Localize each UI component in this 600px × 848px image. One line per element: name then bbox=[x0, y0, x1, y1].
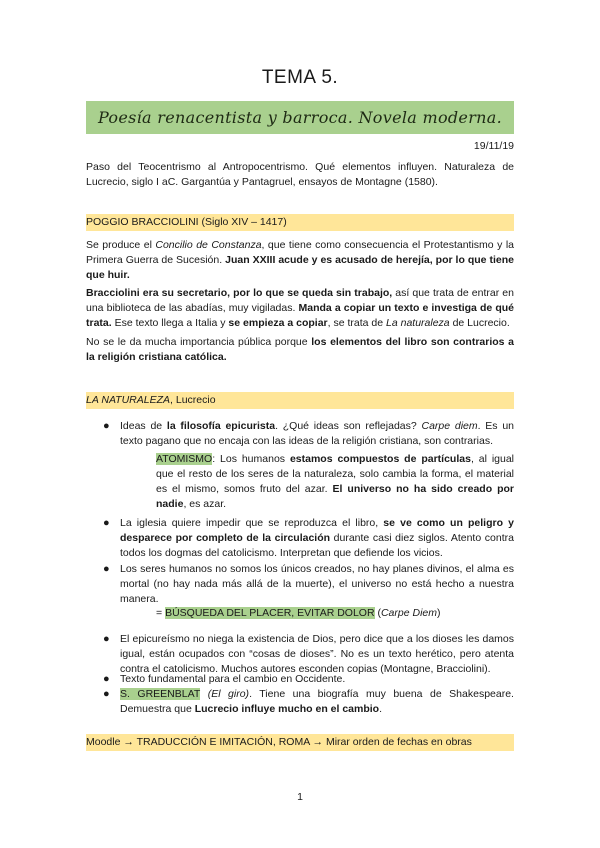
paragraph-importancia: No se le da mucha importancia pública porque los elementos del libro son contrarios a la religión cristiana católica. bbox=[86, 336, 514, 363]
bullet-icon: ● bbox=[103, 517, 110, 529]
list-item: ● La iglesia quiere impedir que se reproduzca el libro, se ve como un peligro y desparece por completo de la circulación durante casi diez siglos. Atento contra todos los dogmas del catolicismo. Interpretan que defiende los vicios. bbox=[103, 517, 514, 559]
list-item: ● S. GREENBLAT (El giro). Tiene una biografía muy buena de Shakespeare. Demuestra que Lucrecio influye mucho en el cambio. bbox=[103, 688, 514, 715]
page-title: TEMA 5. bbox=[261, 67, 339, 88]
placer-equation: = BÚSQUEDA DEL PLACER, EVITAR DOLOR (Carpe Diem) bbox=[156, 607, 441, 619]
atomismo-note: ATOMISMO: Los humanos estamos compuestos de partículas, al igual que el resto de los seres de la naturaleza, solo cambia la forma, el material es el mismo, somos fruto del azar. El universo no ha sido creado por nadie, es azar. bbox=[156, 453, 515, 510]
intro-paragraph: Paso del Teocentrismo al Antropocentrismo. Qué elementos influyen. Naturaleza de Lucrecio, siglo I aC. Gargantúa y Pantagruel, ensayos de Montagne (1580). bbox=[86, 161, 514, 188]
title-banner bbox=[86, 101, 514, 134]
date: 19/11/19 bbox=[473, 140, 514, 152]
list-item: ● Ideas de la filosofía epicurista. ¿Qué ideas son reflejadas? Carpe diem. Es un texto pagano que no encaja con las ideas de la religión cristiana, son contrarias. bbox=[103, 420, 514, 447]
page-number: 1 bbox=[297, 791, 303, 803]
section-heading-bracciolini: POGGIO BRACCIOLINI (Siglo XIV – 1417) bbox=[86, 214, 514, 231]
bullet-icon: ● bbox=[103, 420, 110, 432]
banner-text: Poesía renacentista y barroca. Novela moderna. bbox=[98, 108, 502, 127]
bullet-icon: ● bbox=[103, 633, 110, 645]
bullet-icon: ● bbox=[103, 688, 110, 700]
section-heading-naturaleza: LA NATURALEZA, Lucrecio bbox=[86, 392, 514, 409]
list-item: ● El epicureísmo no niega la existencia de Dios, pero dice que a los dioses les damos igual, están ocupados con “cosas de dioses”. No es un texto herético, pero atenta contra el catolicismo. Muchos autores esconden copias (Montagne, Bracciolini). bbox=[103, 633, 514, 675]
paragraph-bracciolini: Bracciolini era su secretario, por lo que se queda sin trabajo, así que trata de entrar en una biblioteca de las abadías, muy vigiladas. Manda a copiar un texto e investiga de qué trata. Ese texto llega a Italia y se empieza a copiar, se trata de La naturaleza de Lucrecio. bbox=[86, 287, 514, 329]
moodle-heading: Moodle → TRADUCCIÓN E IMITACIÓN, ROMA → Mirar orden de fechas en obras bbox=[86, 734, 514, 751]
list-item: ● Texto fundamental para el cambio en Occidente. bbox=[103, 673, 346, 685]
paragraph-concilio: Se produce el Concilio de Constanza, que tiene como consecuencia el Protestantismo y la Primera Guerra de Sucesión. Juan XXIII acude y es acusado de herejía, por lo que tiene que huir. bbox=[86, 239, 515, 281]
list-item: ● Los seres humanos no somos los únicos creados, no hay planes divinos, el alma es mortal (no hay nada más allá de la muerte), el universo no está hecho a nuestra manera. bbox=[103, 563, 514, 605]
bullet-icon: ● bbox=[103, 673, 110, 685]
bullet-icon: ● bbox=[103, 563, 110, 575]
